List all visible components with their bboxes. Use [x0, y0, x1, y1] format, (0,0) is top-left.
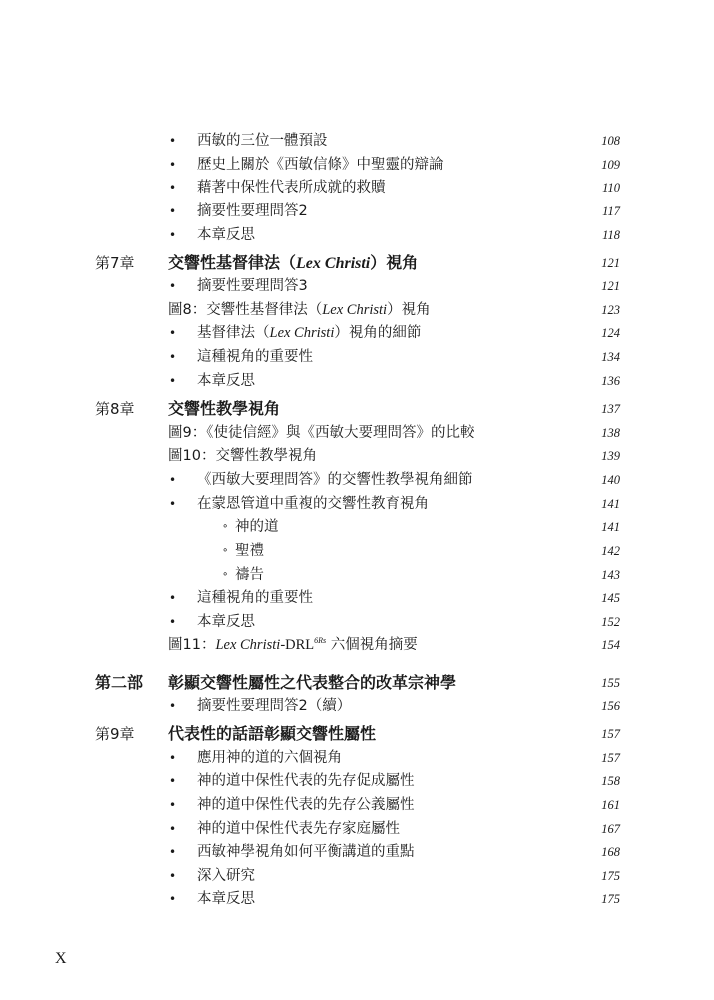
page-number: 142 — [601, 544, 620, 558]
entry-title: 禱告 — [235, 567, 264, 583]
bullet-icon: • — [169, 204, 177, 218]
circle-bullet-icon: ∘ — [222, 545, 229, 556]
toc-row — [0, 468, 714, 492]
title-part: ）視角 — [387, 302, 431, 318]
page-number: 157 — [601, 727, 620, 741]
toc-row — [0, 321, 714, 345]
entry-title: 本章反思 — [197, 614, 255, 630]
italic-title: Lex Christi — [296, 255, 371, 272]
entry-title: 摘要性要理問答2（續） — [197, 698, 352, 714]
page-number: 140 — [601, 473, 620, 487]
italic-title: Lex Christi — [215, 637, 281, 653]
entry-title: 深入研究 — [197, 868, 255, 884]
page-number: 141 — [601, 497, 620, 511]
toc-row — [0, 864, 714, 888]
toc-row — [0, 223, 714, 247]
title-part: ）視角的細節 — [334, 325, 422, 341]
title-part: 基督律法（ — [197, 325, 270, 341]
title-part: ）視角 — [370, 253, 419, 272]
entry-title: 歷史上關於《西敏信條》中聖靈的辯論 — [197, 157, 444, 173]
entry-title: 摘要性要理問答2 — [197, 203, 308, 219]
bullet-icon: • — [169, 892, 177, 906]
toc-row — [0, 274, 714, 298]
toc-row — [0, 633, 714, 657]
toc-row — [0, 887, 714, 911]
bullet-icon: • — [169, 497, 177, 511]
bullet-icon: • — [169, 869, 177, 883]
page-number: 137 — [601, 402, 620, 416]
bullet-icon: • — [169, 615, 177, 629]
toc-row — [0, 694, 714, 718]
bullet-icon: • — [169, 751, 177, 765]
chapter-label: 第7章 — [95, 254, 135, 272]
page-number: 155 — [601, 676, 620, 690]
toc-row — [0, 129, 714, 153]
bullet-icon: • — [169, 774, 177, 788]
toc-row — [0, 769, 714, 793]
entry-title: 本章反思 — [197, 373, 255, 389]
entry-title — [197, 321, 421, 345]
circle-bullet-icon: ∘ — [222, 569, 229, 580]
toc-row — [0, 817, 714, 841]
toc-row — [0, 251, 714, 275]
page-number: 152 — [601, 615, 620, 629]
chapter-label: 第9章 — [95, 725, 135, 743]
page-number: 141 — [601, 520, 620, 534]
bullet-icon: • — [169, 473, 177, 487]
toc-row — [0, 840, 714, 864]
entry-title: 這種視角的重要性 — [197, 590, 313, 606]
entry-title: 本章反思 — [197, 891, 255, 907]
circle-bullet-icon: ∘ — [222, 521, 229, 532]
page-number: 123 — [601, 303, 620, 317]
page-number: 121 — [601, 279, 620, 293]
page-number: 154 — [601, 638, 620, 652]
toc-row — [0, 539, 714, 563]
page-number: 117 — [602, 204, 620, 218]
toc-row — [0, 492, 714, 516]
toc-row — [0, 515, 714, 539]
page-number: 167 — [601, 822, 620, 836]
page-number: 175 — [601, 869, 620, 883]
bullet-icon: • — [169, 845, 177, 859]
toc-row — [0, 671, 714, 695]
chapter-label: 第8章 — [95, 400, 135, 418]
bullet-icon: • — [169, 591, 177, 605]
page-number: 158 — [601, 774, 620, 788]
entry-title: 摘要性要理問答3 — [197, 278, 308, 294]
page-number: 138 — [601, 426, 620, 440]
bullet-icon: • — [169, 158, 177, 172]
title-part: 圖8：交響性基督律法（ — [168, 302, 323, 318]
superscript: 6Rs — [314, 636, 327, 645]
toc-row — [0, 610, 714, 634]
bullet-icon: • — [169, 822, 177, 836]
toc-row — [0, 421, 714, 445]
entry-title: 西敏的三位一體預設 — [197, 133, 328, 149]
entry-title: 神的道 — [235, 519, 279, 535]
heading-title: 彰顯交響性屬性之代表整合的改革宗神學 — [168, 673, 457, 692]
page-number: 145 — [601, 591, 620, 605]
toc-row — [0, 586, 714, 610]
page-number: 143 — [601, 568, 620, 582]
page-number: 118 — [602, 228, 620, 242]
bullet-icon: • — [169, 699, 177, 713]
page-number: 157 — [601, 751, 620, 765]
italic-title: Lex Christi — [269, 325, 335, 341]
bullet-icon: • — [169, 374, 177, 388]
toc-row — [0, 298, 714, 322]
entry-title: 聖禮 — [235, 543, 264, 559]
bullet-icon: • — [169, 326, 177, 340]
toc-row — [0, 369, 714, 393]
page-number: 175 — [601, 892, 620, 906]
entry-title: 《西敏大要理問答》的交響性教學視角細節 — [197, 472, 473, 488]
entry-title: 西敏神學視角如何平衡講道的重點 — [197, 844, 415, 860]
bullet-icon: • — [169, 279, 177, 293]
bullet-icon: • — [169, 134, 177, 148]
heading-title: 代表性的話語彰顯交響性屬性 — [168, 724, 377, 743]
page-number: 124 — [601, 326, 620, 340]
title-part: 圖11： — [168, 637, 216, 653]
page-number: 161 — [601, 798, 620, 812]
toc-row — [0, 793, 714, 817]
page-number: 168 — [601, 845, 620, 859]
page-number: 139 — [601, 449, 620, 463]
entry-title: 這種視角的重要性 — [197, 349, 313, 365]
entry-title: 藉著中保性代表所成就的救贖 — [197, 180, 386, 196]
title-part: 交響性基督律法（ — [168, 253, 297, 272]
title-suffix: -DRL — [280, 637, 315, 653]
page-number: 108 — [601, 134, 620, 148]
entry-title: 應用神的道的六個視角 — [197, 750, 342, 766]
entry-title: 神的道中保性代表的先存促成屬性 — [197, 773, 415, 789]
bullet-icon: • — [169, 798, 177, 812]
entry-title — [168, 633, 418, 657]
page-number: 121 — [601, 256, 620, 270]
entry-title: 圖9：《使徒信經》與《西敏大要理問答》的比較 — [168, 425, 475, 441]
toc-row — [0, 345, 714, 369]
part-label: 第二部 — [95, 673, 144, 692]
page-folio: X — [55, 950, 67, 967]
page-number: 156 — [601, 699, 620, 713]
toc-row — [0, 444, 714, 468]
heading-title — [168, 251, 418, 276]
toc-row — [0, 746, 714, 770]
toc-row — [0, 153, 714, 177]
page-number: 134 — [601, 350, 620, 364]
entry-title: 神的道中保性代表的先存公義屬性 — [197, 797, 415, 813]
entry-title: 圖10：交響性教學視角 — [168, 448, 317, 464]
title-part: 六個視角摘要 — [326, 637, 418, 653]
page-number: 110 — [602, 181, 620, 195]
entry-title: 在蒙恩管道中重複的交響性教育視角 — [197, 496, 429, 512]
toc-row — [0, 176, 714, 200]
toc-row — [0, 722, 714, 746]
toc-row — [0, 563, 714, 587]
bullet-icon: • — [169, 181, 177, 195]
toc-row — [0, 199, 714, 223]
entry-title — [168, 298, 431, 322]
page-number: 109 — [601, 158, 620, 172]
italic-title: Lex Christi — [322, 302, 388, 318]
heading-title: 交響性教學視角 — [168, 399, 281, 418]
page-number: 136 — [601, 374, 620, 388]
entry-title: 本章反思 — [197, 227, 255, 243]
entry-title: 神的道中保性代表先存家庭屬性 — [197, 821, 400, 837]
bullet-icon: • — [169, 228, 177, 242]
toc-row — [0, 397, 714, 421]
bullet-icon: • — [169, 350, 177, 364]
